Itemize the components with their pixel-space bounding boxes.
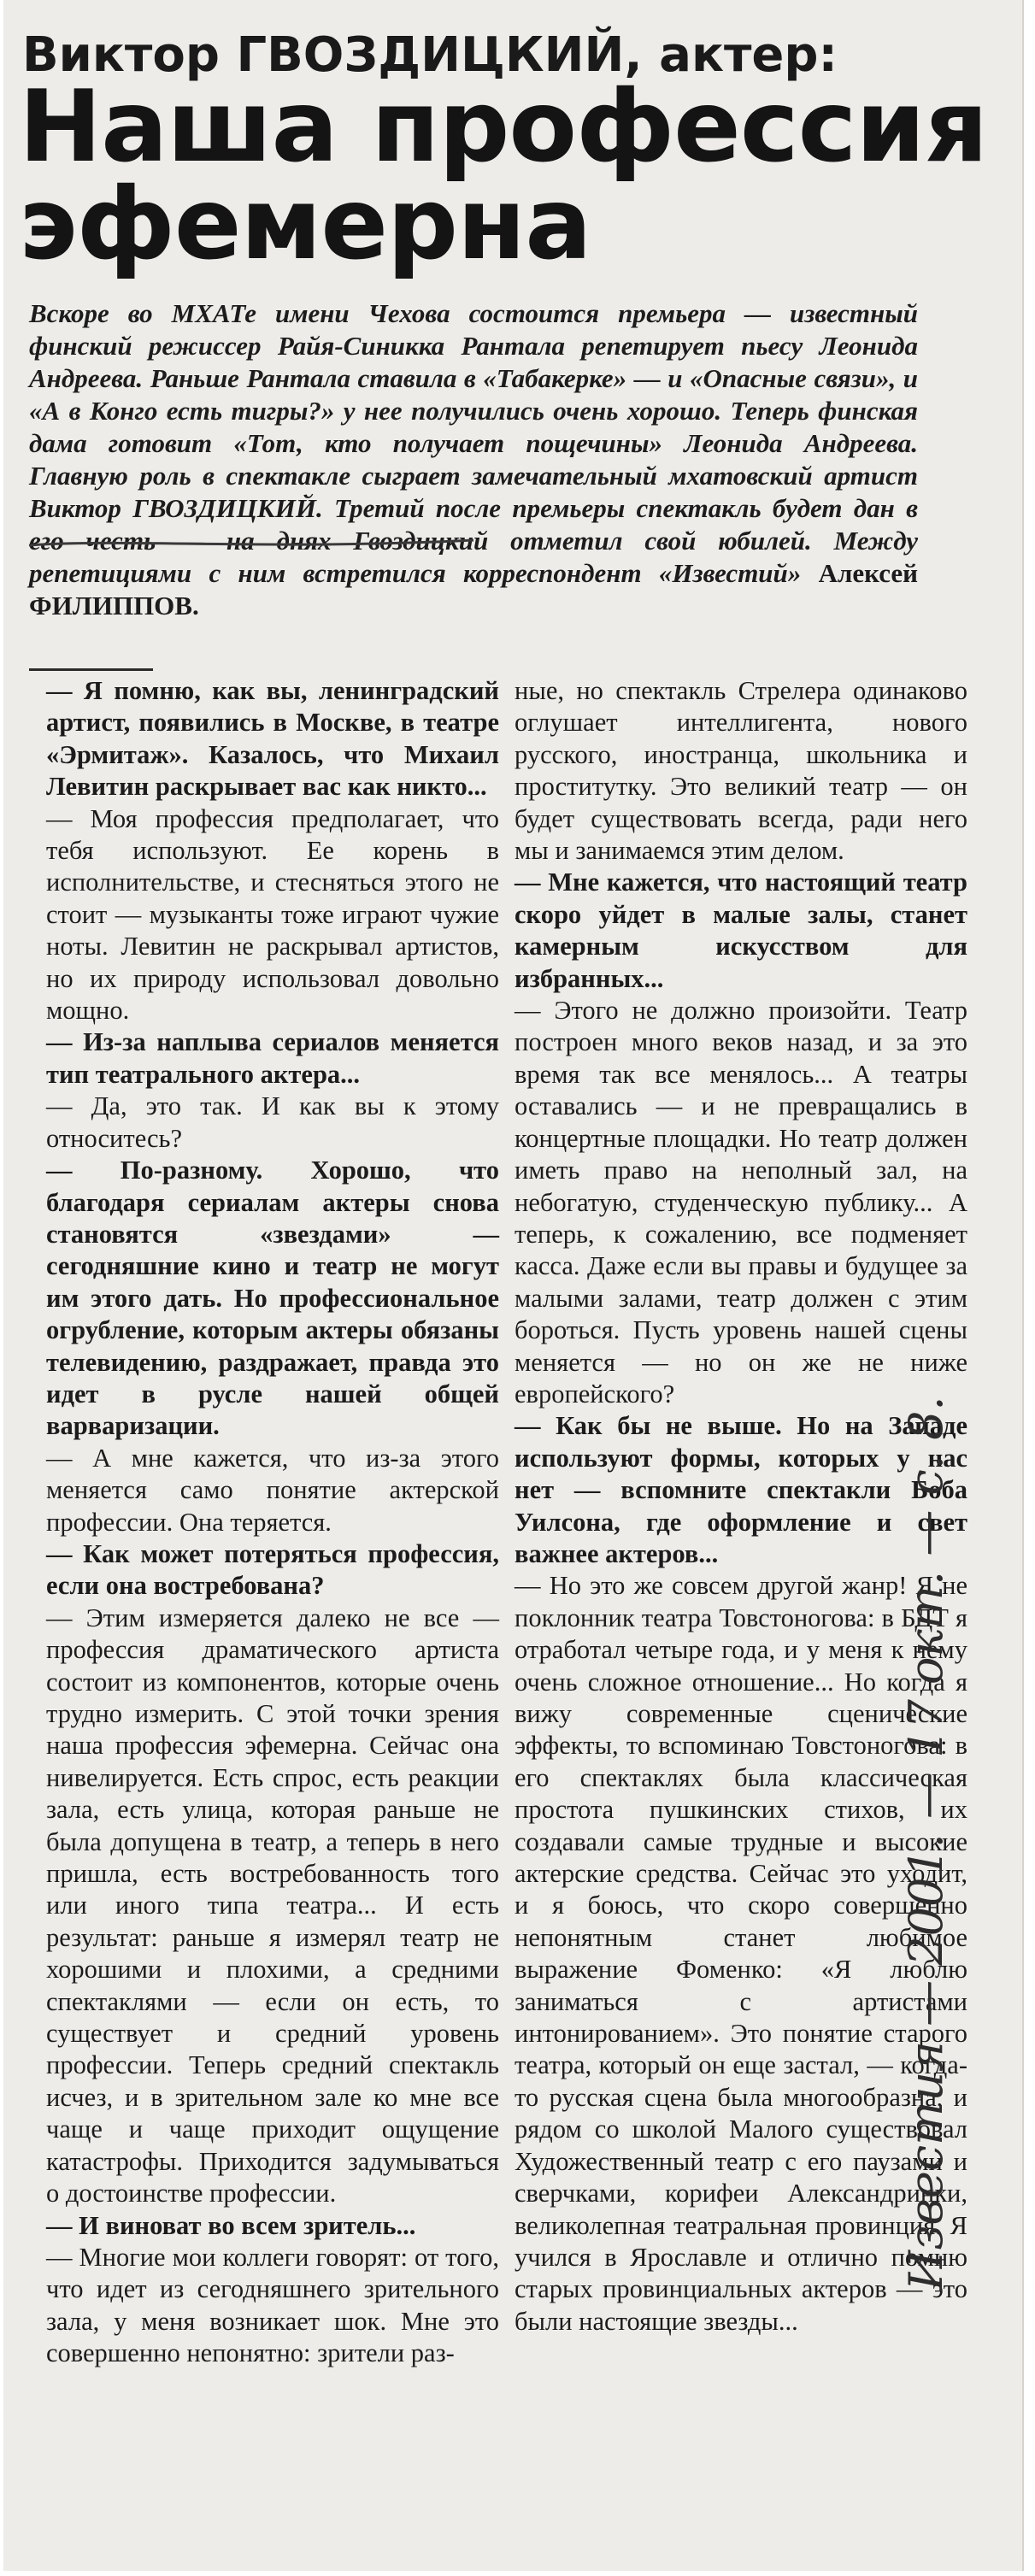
headline-line-2: эфемерна bbox=[19, 167, 591, 282]
handwritten-note-text: Известия — 2001. — 17 окт. — с. 8. bbox=[899, 1396, 953, 2291]
interview-answer: — Этого не должно произойти. Театр построен много веков назад, и за это время так все менялось... А театры оставались — и не превращались в концертные площадки. Но театр должен иметь право на неполный зал, на небогатую, студенческую публику... А теперь, к сожалению, все подменяет касса. Даже если вы правы и будущее за малыми залами, театр должен с этим бороться. Пусть уровень нашей сцены меняется — но он же не ниже европейского? bbox=[515, 996, 967, 1409]
headline bbox=[19, 69, 988, 282]
newspaper-clipping bbox=[3, 0, 1024, 2571]
interview-answer: — А мне кажется, что из-за этого меняется само понятие актерской профессии. Она теряется. bbox=[46, 1443, 499, 1537]
interview-answer: — Многие мои коллеги говорят: от того, что идет из сегодняшнего зрительного зала, у меня возникает шок. Мне это совершенно непонятно: зрители раз- bbox=[46, 2242, 499, 2368]
interview-answer: ные, но спектакль Стрелера одинаково оглушает интеллигента, нового русского, иностранца, школьника и проститутку. Это великий театр — он будет существовать всегда, ради него мы и занимаемся этим делом. bbox=[515, 676, 967, 866]
interview-question: — По-разному. Хорошо, что благодаря сериалам актеры снова становятся «звездами» — сегодняшние кино и театр не могут им этого дать. Но профессиональное огрубление, которым актеры обязаны телевидению, раздражает, правда это идет в русле нашей общей варваризации. bbox=[46, 1156, 499, 1441]
pen-underline bbox=[21, 521, 482, 556]
interview-question: — Я помню, как вы, ленинградский артист, появились в Москве, в театре «Эрмитаж». Казалось, что Михаил Левитин раскрывает вас как никто... bbox=[46, 676, 499, 802]
interview-question: — Мне кажется, что настоящий театр скоро уйдет в малые залы, станет камерным искусством для избранных... bbox=[515, 867, 967, 993]
interview-question: — Как бы не выше. Но на Западе используют формы, которых у нас нет — вспомните спектакли Боба Уилсона, где оформление и свет важнее актеров... bbox=[515, 1411, 967, 1568]
interview-answer: — Да, это так. И как вы к этому относитесь? bbox=[46, 1091, 499, 1153]
headline-line-1: Наша профессия bbox=[19, 69, 988, 185]
lead-author: Алексей ФИЛИППОВ. bbox=[29, 558, 919, 620]
lead-paragraph bbox=[29, 297, 918, 622]
interview-answer: — Этим измеряется далеко не все — профессия драматического артиста состоит из компонентов, которые очень трудно измерить. С этой точки зрения наша профессия эфемерна. Сейчас она нивелируется. Есть спрос, есть реакции зала, есть улица, которая раньше не была допущена в театр, а теперь в него пришла, есть востребованность того или иного типа театра... И есть результат: раньше я измерял театр не хорошими и плохими, а средними спектаклями — если он есть, то существует и средний уровень профессии. Теперь средний спектакль исчез, и в зрительном зале ко мне все чаще и чаще приходит ощущение катастрофы. Приходится задумываться о достоинстве профессии. bbox=[46, 1603, 499, 2208]
interview-answer: — Моя профессия предполагает, что тебя используют. Ее корень в исполнительстве, и стесняться этого не стоит — музыканты тоже играют чужие ноты. Левитин не раскрывал артистов, но их природу использовал довольно мощно. bbox=[46, 803, 499, 1026]
column-1 bbox=[46, 675, 499, 2370]
interview-question: — Из-за наплыва сериалов меняется тип театрального актера... bbox=[46, 1027, 499, 1089]
interview-question: — И виноват во всем зритель... bbox=[46, 2210, 416, 2240]
handwritten-annotation bbox=[899, 769, 985, 2308]
interview-answer: — Но это же совсем другой жанр! Я не поклонник театра Товстоногова: в БДТ я отработал четыре года, и у меня к нему очень сложное отношение... Но когда я вижу современные сценические эффекты, то вспоминаю Товстоногова: в его спектаклях была классическая простота пушкинских стихов, их создавали самые трудные и высокие актерские средства. Сейчас это уходит, и я боюсь, что скоро совершенно непонятным станет любимое выражение Фоменко: «Я люблю заниматься с артистами интонированием». Это понятие старого театра, который он еще застал, — когда-то русская сцена была многообразна, и рядом со школой Малого существовал Художественный театр с его паузами и сверчками, корифеи Александринки, великолепная театральная провинция. Я учился в Ярославле и отлично помню старых провинциальных актеров — это были настоящие звезды... bbox=[515, 1571, 967, 2336]
interview-question: — Как может потеряться профессия, если она востребована? bbox=[46, 1538, 499, 1601]
divider bbox=[29, 668, 153, 671]
kicker: Виктор ГВОЗДИЦКИЙ, актер: bbox=[22, 27, 838, 83]
lead-text: Вскоре во МХАТе имени Чехова состоится премьера — известный финский режиссер Райя-Синикка Рантала репетирует пьесу Леонида Андреева. Раньше Рантала ставила в «Табакерке» — и «Опасные связи», и «А в Конго есть тигры?» у нее получились очень хорошо. Теперь финская дама готовит «Тот, кто получает пощечины» Леонида Андреева. Главную роль в спектакле сыграет замечательный мхатовский артист Виктор ГВОЗДИЦКИЙ. Третий после премьеры спектакль будет дан в его честь — на днях Гвоздицкий отметил свой юбилей. Между репетициями с ним встретился корреспондент «Известий» bbox=[29, 298, 918, 588]
